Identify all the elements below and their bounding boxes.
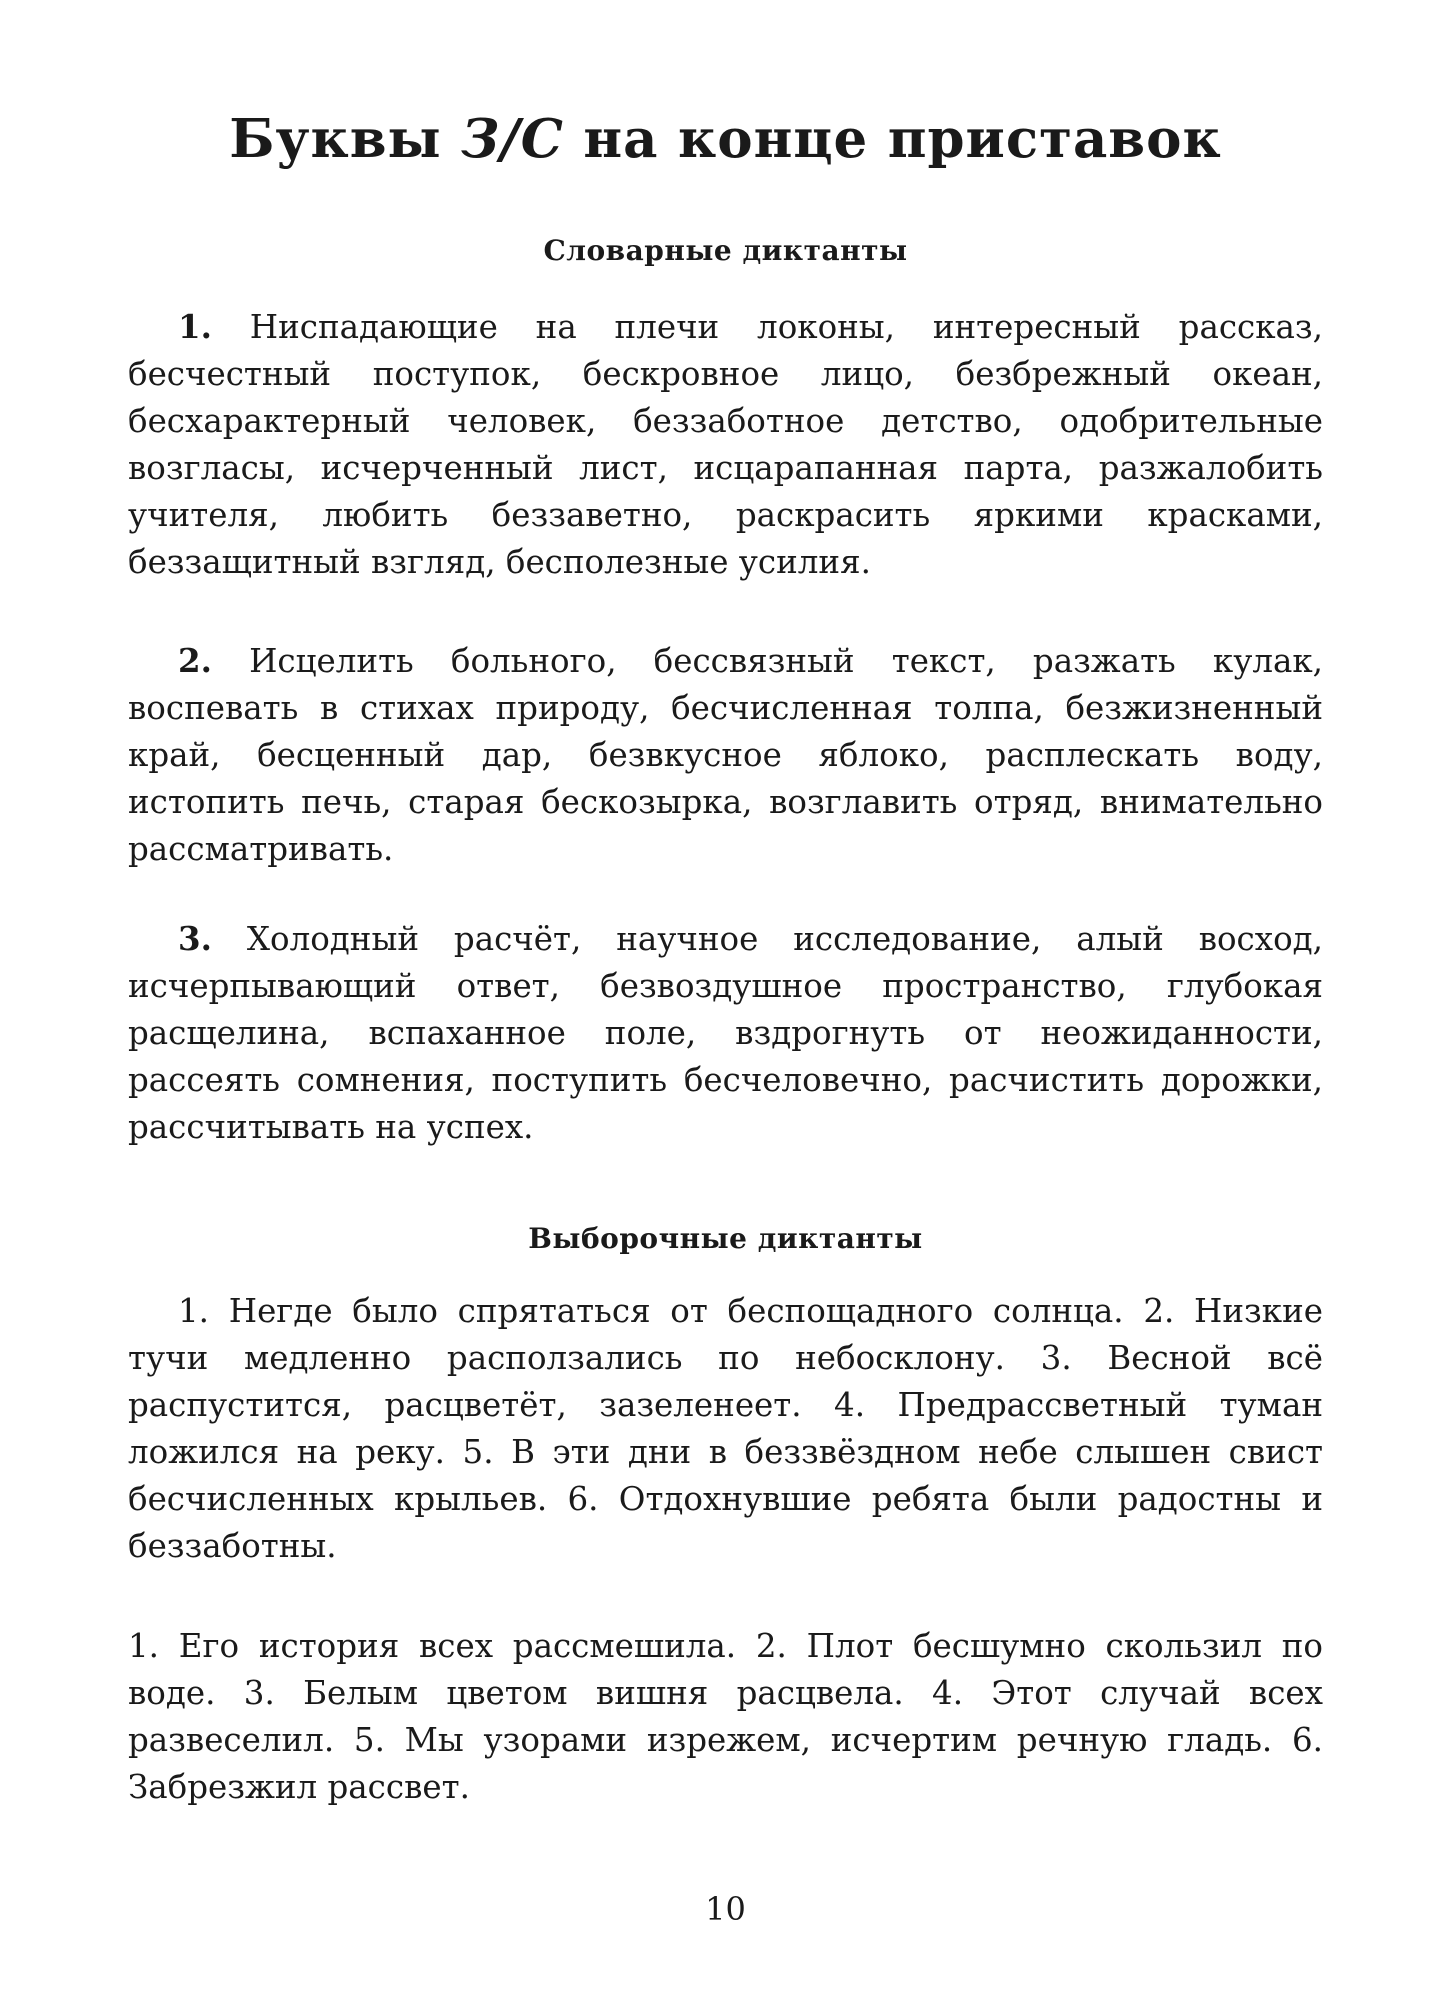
item-text: Ниспадающие на плечи локоны, интересный рассказ, бесчестный поступок, бескровное лицо, безбрежный океан, бесхарактерный человек, беззаботное детство, одобрительные возгласы, исчерченный лист, исцарапанная парта, разжалобить учителя, любить беззаветно, раскрасить яркими красками, беззащитный взгляд, бесполезные усилия. <box>128 308 1323 581</box>
item-number: 3. <box>178 919 212 958</box>
title-letters: З/С <box>461 108 564 170</box>
vocabulary-dictation-1 <box>128 303 1323 586</box>
item-text: Исцелить больного, бессвязный текст, разжать кулак, воспевать в стихах природу, бесчисленная толпа, безжизненный край, бесценный дар, безвкусное яблоко, расплескать воду, истопить печь, старая бескозырка, возглавить отряд, внимательно рассматривать. <box>128 642 1323 868</box>
section-heading-vocabulary-dictations: Словарные диктанты <box>543 234 908 267</box>
page-title <box>0 108 1451 170</box>
selective-dictation-2: 1. Его история всех рассмешила. 2. Плот бесшумно скользил по воде. 3. Белым цветом вишня расцвела. 4. Этот случай всех развеселил. 5. Мы узорами изрежем, исчертим речную гладь. 6. Забрезжил рассвет. <box>128 1627 1323 1806</box>
item-text: Холодный расчёт, научное исследование, алый восход, исчерпывающий ответ, безвоздушное пространство, глубокая расщелина, вспаханное поле, вздрогнуть от неожиданности, рассеять сомнения, поступить бесчеловечно, расчистить дорожки, рассчитывать на успех. <box>128 920 1323 1146</box>
title-suffix: на конце приставок <box>563 108 1222 170</box>
vocabulary-dictation-2 <box>128 637 1323 873</box>
page-number: 10 <box>705 1890 746 1928</box>
vocabulary-dictation-3 <box>128 915 1323 1151</box>
title-prefix: Буквы <box>229 108 462 170</box>
item-number: 1. <box>178 307 212 346</box>
section-heading-selective-dictations: Выборочные диктанты <box>528 1222 923 1255</box>
selective-dictation-1: 1. Негде было спрятаться от беспощадного солнца. 2. Низкие тучи медленно расползались по небосклону. 3. Весной всё распустится, расцветёт, зазеленеет. 4. Предрассветный туман ложился на реку. 5. В эти дни в беззвёздном небе слышен свист бесчисленных крыльев. 6. Отдохнувшие ребята были радостны и беззаботны. <box>128 1292 1323 1565</box>
item-number: 2. <box>178 641 212 680</box>
